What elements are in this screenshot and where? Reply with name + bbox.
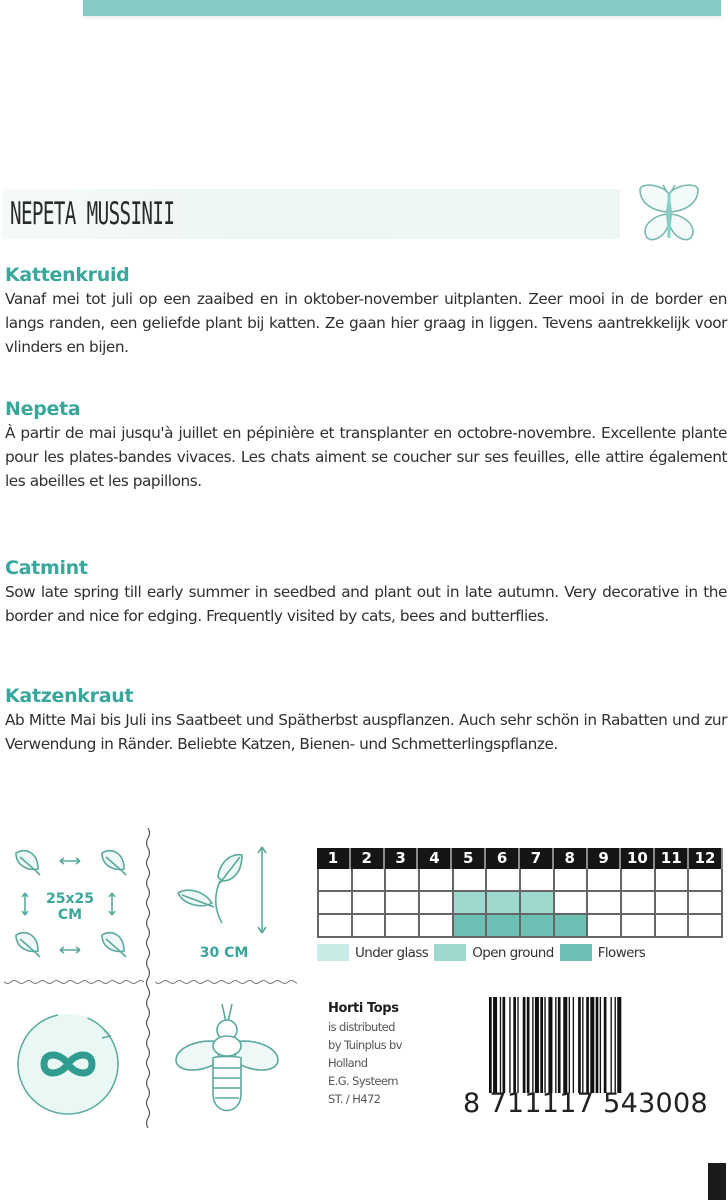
section-text: Vanaf mei tot juli op een zaaibed en in oktober-november uitplanten. Zeer mooi in de border en langs randen, een geliefde plant bij katten. Ze gaan hier graag in liggen. Tevens aantrekkelijk voor vlinders en bijen. <box>5 290 727 356</box>
calendar-cell-under-glass <box>386 869 420 892</box>
barcode-number: 8 711117 543008 <box>463 1088 708 1119</box>
distributor-line: E.G. Systeem <box>328 1074 398 1088</box>
section-english <box>5 556 727 628</box>
calendar-cell-under-glass <box>689 869 723 892</box>
plant-height-icon <box>170 843 290 965</box>
calendar-cell-flowers <box>555 915 589 938</box>
section-dutch <box>5 263 727 359</box>
calendar-cell-flowers <box>487 915 521 938</box>
calendar-cell-open-ground <box>555 892 589 915</box>
calendar-cell-flowers <box>420 915 454 938</box>
sowing-calendar <box>317 848 723 938</box>
wavy-divider-horizontal <box>4 979 144 985</box>
legend-label: Flowers <box>597 944 646 961</box>
month-label: 9 <box>588 848 622 869</box>
distributor-line: Holland <box>328 1056 368 1070</box>
section-title: Kattenkruid <box>5 264 130 286</box>
calendar-cell-flowers <box>521 915 555 938</box>
calendar-cell-under-glass <box>319 869 353 892</box>
calendar-grid <box>317 869 723 938</box>
legend-under-glass <box>317 944 428 961</box>
calendar-cell-flowers <box>319 915 353 938</box>
section-title: Nepeta <box>5 398 81 420</box>
height-value: 30 CM <box>199 945 249 961</box>
section-text: Sow late spring till early summer in seedbed and plant out in late autumn. Very decorative in the border and nice for edging. Frequently visited by cats, bees and butterflies. <box>5 583 727 625</box>
calendar-cell-under-glass <box>521 869 555 892</box>
legend-swatch <box>560 944 592 961</box>
section-french <box>5 397 727 493</box>
calendar-cell-flowers <box>353 915 387 938</box>
calendar-cell-flowers <box>588 915 622 938</box>
section-title: Katzenkraut <box>5 685 134 707</box>
brand-name: Horti Tops <box>328 1001 399 1016</box>
legend-open-ground <box>434 944 554 961</box>
plant-spacing-icon <box>8 843 130 965</box>
calendar-cell-under-glass <box>555 869 589 892</box>
spacing-value: 25x25 <box>46 891 94 907</box>
calendar-cell-open-ground <box>487 892 521 915</box>
calendar-months <box>317 848 723 869</box>
calendar-legend <box>317 944 651 961</box>
wavy-divider-vertical <box>145 828 151 1128</box>
calendar-cell-open-ground <box>622 892 656 915</box>
top-color-band <box>83 0 721 16</box>
legend-swatch <box>317 944 349 961</box>
calendar-cell-under-glass <box>588 869 622 892</box>
legend-label: Open ground <box>472 944 554 961</box>
calendar-cell-under-glass <box>622 869 656 892</box>
legend-swatch <box>434 944 466 961</box>
calendar-cell-open-ground <box>689 892 723 915</box>
calendar-cell-open-ground <box>353 892 387 915</box>
distributor-info <box>328 1000 402 1108</box>
calendar-cell-flowers <box>622 915 656 938</box>
section-german <box>5 684 727 756</box>
calendar-cell-open-ground <box>420 892 454 915</box>
month-label: 5 <box>452 848 486 869</box>
calendar-cell-under-glass <box>454 869 488 892</box>
calendar-cell-under-glass <box>487 869 521 892</box>
legend-flowers <box>560 944 646 961</box>
calendar-cell-under-glass <box>420 869 454 892</box>
calendar-cell-flowers <box>689 915 723 938</box>
calendar-cell-open-ground <box>386 892 420 915</box>
calendar-cell-open-ground <box>588 892 622 915</box>
month-label: 2 <box>351 848 385 869</box>
distributor-line: ST. / H472 <box>328 1092 381 1106</box>
month-label: 12 <box>689 848 723 869</box>
calendar-cell-open-ground <box>656 892 690 915</box>
month-label: 6 <box>486 848 520 869</box>
month-label: 1 <box>317 848 351 869</box>
barcode <box>489 997 719 1093</box>
distributor-line: by Tuinplus bv <box>328 1038 402 1052</box>
section-text: À partir de mai jusqu'à juillet en pépinière et transplanter en octobre-novembre. Excellente plante pour les plates-bandes vivaces. Les chats aiment se coucher sur ses feuilles, elle attire également les abeilles et les papillons. <box>5 424 727 490</box>
wavy-divider-horizontal <box>155 979 297 985</box>
calendar-cell-under-glass <box>656 869 690 892</box>
calendar-cell-flowers <box>454 915 488 938</box>
edge-mark <box>708 1163 726 1200</box>
spacing-unit: CM <box>57 907 83 923</box>
calendar-cell-flowers <box>656 915 690 938</box>
section-title: Catmint <box>5 557 88 579</box>
bee-icon <box>170 998 282 1130</box>
month-label: 3 <box>385 848 419 869</box>
distributor-line: is distributed <box>328 1020 395 1034</box>
calendar-cell-flowers <box>386 915 420 938</box>
month-label: 8 <box>554 848 588 869</box>
infinity-cycle-icon <box>12 1008 124 1118</box>
month-label: 10 <box>621 848 655 869</box>
calendar-cell-under-glass <box>353 869 387 892</box>
month-label: 11 <box>655 848 689 869</box>
calendar-cell-open-ground <box>319 892 353 915</box>
month-label: 4 <box>418 848 452 869</box>
calendar-cell-open-ground <box>454 892 488 915</box>
legend-label: Under glass <box>355 944 429 961</box>
section-text: Ab Mitte Mai bis Juli ins Saatbeet und Spätherbst auspflanzen. Auch sehr schön in Rabatten und zur Verwendung in Ränder. Beliebte Katzen, Bienen- und Schmetterlingspflanze. <box>5 711 727 753</box>
butterfly-icon <box>634 180 704 246</box>
species-title: NEPETA MUSSINII <box>10 196 175 232</box>
month-label: 7 <box>520 848 554 869</box>
calendar-cell-open-ground <box>521 892 555 915</box>
